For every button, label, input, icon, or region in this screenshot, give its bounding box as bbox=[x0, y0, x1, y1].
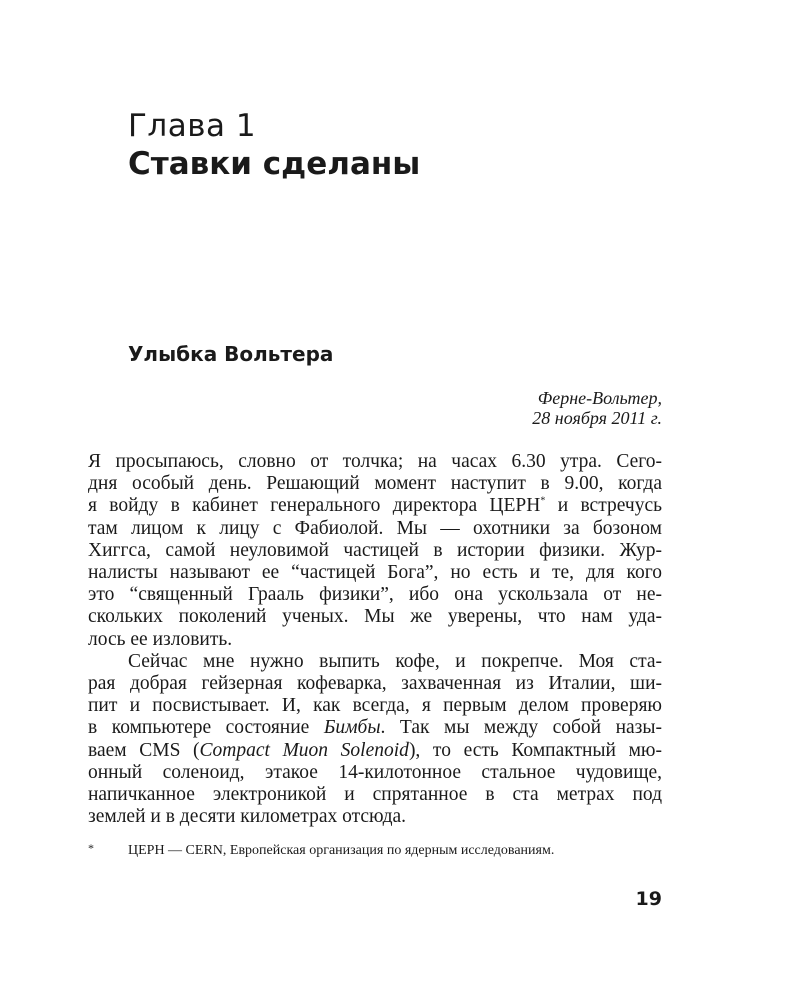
text-fragment: . Так мы между собой назы- bbox=[380, 717, 662, 739]
italic-term: Бимбы bbox=[323, 717, 381, 739]
text-line bbox=[88, 717, 662, 739]
text-line: это “священный Грааль физики”, ибо она ускользала от не- bbox=[88, 584, 662, 606]
text-line bbox=[88, 740, 662, 762]
chapter-title: Ставки сделаны bbox=[128, 146, 421, 182]
footnote-text: ЦЕРН — CERN, Европейская организация по ядерным исследованиям. bbox=[128, 843, 555, 858]
text-line: налисты называют ее “частицей Бога”, но есть и те, для кого bbox=[88, 562, 662, 584]
text-fragment: я войду в кабинет генерального директора ЦЕРН bbox=[88, 495, 541, 517]
page-number: 19 bbox=[635, 888, 662, 910]
text-fragment: в компьютере состояние bbox=[88, 717, 324, 739]
text-line: онный соленоид, этакое 14-килотонное стальное чудовище, bbox=[88, 761, 662, 783]
chapter-label: Глава 1 bbox=[128, 108, 257, 144]
epigraph-date: 28 ноября 2011 г. bbox=[532, 408, 662, 428]
footnote-marker: * bbox=[88, 841, 94, 855]
text-fragment: ), то есть Компактный мю- bbox=[408, 739, 662, 761]
text-line: напичканное электроникой и спрятанное в ста метрах под bbox=[88, 784, 662, 806]
italic-term: Compact Muon Solenoid bbox=[199, 739, 409, 761]
text-line bbox=[88, 495, 662, 517]
text-fragment: ваем CMS ( bbox=[88, 739, 200, 761]
text-line: Я просыпаюсь, словно от толчка; на часах 6.30 утра. Сего- bbox=[88, 451, 662, 472]
text-line: скольких поколений ученых. Мы же уверены, что нам уда- bbox=[88, 606, 662, 628]
text-line: Хиггса, самой неуловимой частицей в истории физики. Жур- bbox=[88, 539, 662, 561]
text-line: пит и посвистывает. И, как всегда, я первым делом проверяю bbox=[88, 695, 662, 717]
epigraph-place: Ферне-Вольтер, bbox=[537, 388, 662, 408]
text-line: там лицом к лицу с Фабиолой. Мы — охотники за бозоном bbox=[88, 517, 662, 539]
text-fragment: и встречусь bbox=[545, 495, 662, 517]
text-line: лось ее изловить. bbox=[88, 628, 233, 650]
text-line: землей и в десяти километрах отсюда. bbox=[88, 806, 407, 828]
text-line: дня особый день. Решающий момент наступит в 9.00, когда bbox=[88, 473, 662, 495]
section-title: Улыбка Вольтера bbox=[128, 342, 334, 366]
text-line: рая добрая гейзерная кофеварка, захваченная из Италии, ши- bbox=[88, 673, 662, 695]
text-line: Сейчас мне нужно выпить кофе, и покрепче. Моя ста- bbox=[128, 650, 662, 672]
epigraph bbox=[532, 388, 662, 428]
body-text bbox=[88, 451, 662, 828]
footnote-ref: * bbox=[540, 495, 546, 507]
